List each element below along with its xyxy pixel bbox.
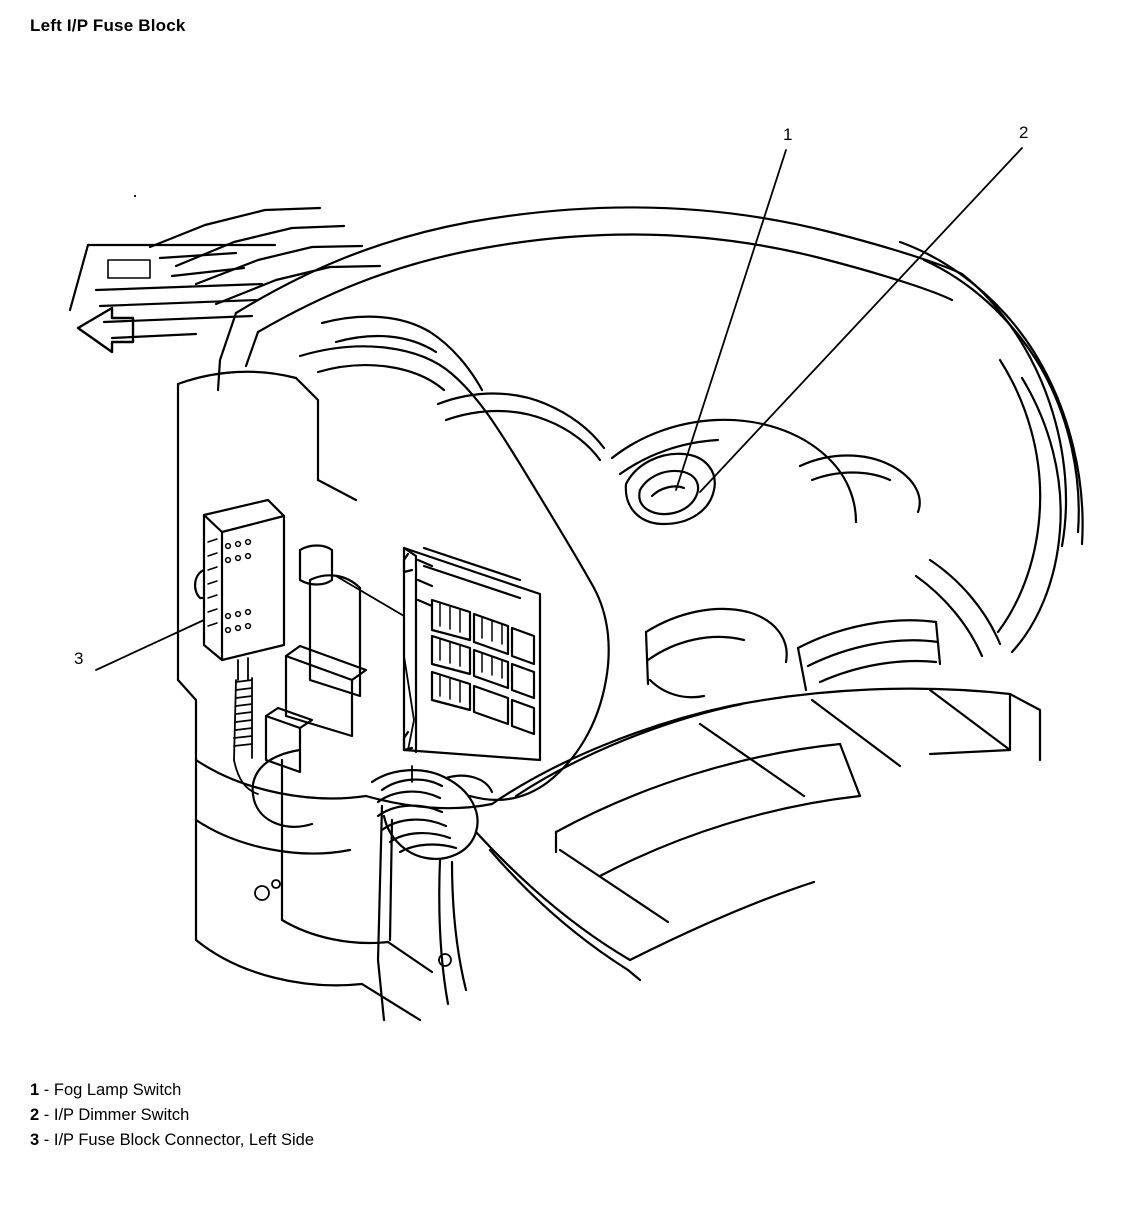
callout-2-number: 2 bbox=[1019, 123, 1029, 142]
legend-label: I/P Fuse Block Connector, Left Side bbox=[53, 1131, 315, 1149]
legend-number: 2 bbox=[30, 1106, 40, 1124]
callout-3-number: 3 bbox=[74, 649, 84, 668]
relay-modules bbox=[266, 546, 366, 773]
legend-dash: - bbox=[39, 1081, 54, 1099]
callout-1-number: 1 bbox=[783, 125, 793, 144]
fuse-block-body bbox=[404, 548, 540, 760]
legend bbox=[30, 1078, 730, 1153]
legend-item-3 bbox=[30, 1128, 730, 1153]
legend-dash: - bbox=[39, 1131, 54, 1149]
left-ip-fuse-block-illustration bbox=[0, 60, 1136, 1060]
wire-harness-conduit bbox=[372, 770, 492, 859]
ip-fuse-block-connector bbox=[195, 500, 284, 660]
legend-item-2 bbox=[30, 1103, 730, 1128]
legend-label: I/P Dimmer Switch bbox=[53, 1106, 190, 1124]
legend-dash: - bbox=[39, 1106, 54, 1124]
ip-dimmer-switch bbox=[800, 456, 920, 513]
page-title: Left I/P Fuse Block bbox=[30, 16, 186, 35]
fog-lamp-switch bbox=[626, 454, 715, 524]
legend-label: Fog Lamp Switch bbox=[53, 1081, 182, 1099]
legend-number: 3 bbox=[30, 1131, 40, 1149]
diagram-svg bbox=[0, 60, 1136, 1060]
legend-number: 1 bbox=[30, 1081, 40, 1099]
direction-arrow-icon bbox=[78, 308, 133, 352]
legend-item-1 bbox=[30, 1078, 730, 1103]
connector-harness bbox=[234, 658, 258, 794]
